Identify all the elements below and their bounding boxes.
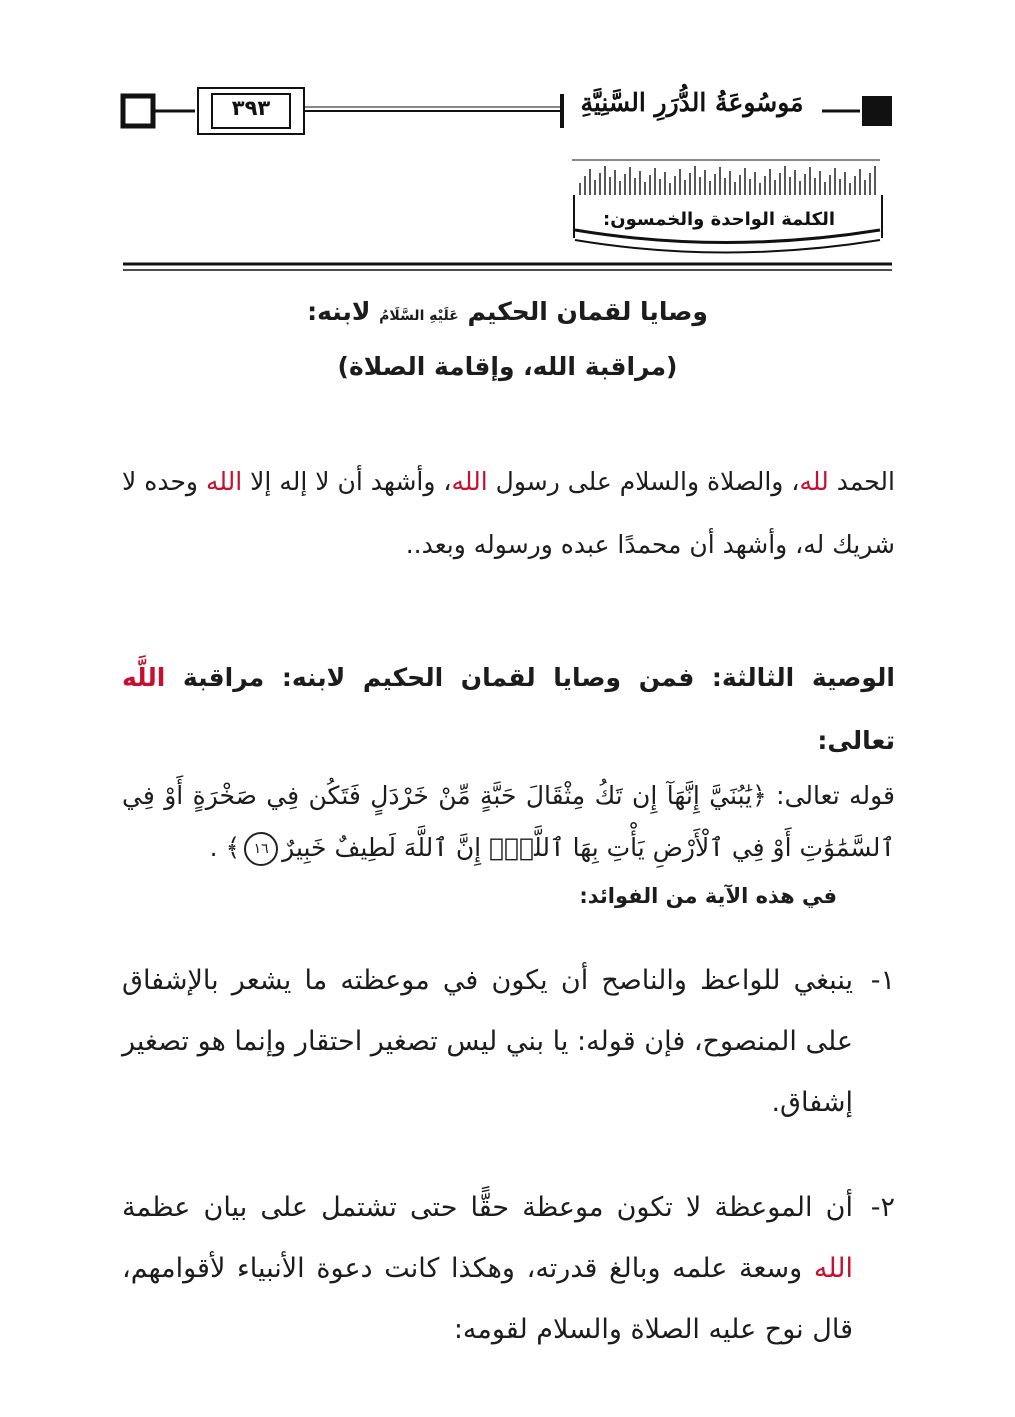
divine-name: الله — [205, 467, 243, 496]
verse-bracket-close: ﴾ — [225, 833, 241, 862]
list-item-text: ينبغي للواعظ والناصح أن يكون في موعظته ما يشعر بالإشفاق على المنصوح، فإن قوله: يا بني ليس تصغير احتقار وإنما هو تصغير إشفاق. — [122, 965, 853, 1118]
left-square-ornament — [123, 96, 153, 126]
intro-text: وحده لا شريك له، وأشهد أن محمدًا عبده ورسوله وبعد.. — [122, 467, 895, 559]
honorific: عَلَيْهِ السَّلَامُ — [379, 308, 459, 324]
title-line-1 — [120, 293, 895, 335]
header-ornament — [0, 0, 1015, 280]
benefits-heading: في هذه الآية من الفوائد: — [579, 884, 837, 908]
list-item-number: ١- — [870, 965, 895, 996]
divine-name: الله — [813, 1253, 853, 1284]
list-item-text — [122, 1177, 895, 1360]
intro-paragraph — [122, 450, 895, 576]
title-line-2: (مراقبة الله، وإقامة الصلاة) — [337, 352, 678, 381]
page-number: ٣٩٣ — [231, 96, 271, 120]
intro-text: ، وأشهد أن لا إله إلا — [242, 467, 452, 496]
series-title-logo: مَوسُوعَةُ الدُّرَرِ السَّنِيَّةِ — [580, 88, 804, 117]
advice-label: الوصية الثالثة — [721, 663, 895, 692]
divine-name: اللَّه — [122, 663, 166, 692]
ayah-number-marker: ١٦ — [244, 832, 278, 866]
right-square-ornament — [862, 96, 892, 126]
verse-paragraph — [122, 770, 895, 874]
item-text: أن الموعظة لا تكون موعظة حقًّا حتى تشتمل على بيان عظمة — [122, 1192, 853, 1223]
verse-bracket-open: ﴿ — [752, 781, 767, 810]
title-text-end: لابنه: — [307, 297, 371, 326]
third-advice-paragraph — [122, 646, 895, 772]
list-item — [122, 1177, 895, 1360]
verse-end: . — [209, 833, 226, 862]
chapter-label: الكلمة الواحدة والخمسون: — [603, 209, 835, 230]
divine-name: الله — [451, 467, 488, 496]
item-text: وسعة علمه وبالغ قدرته، وهكذا كانت دعوة الأنبياء لأقوامهم، قال نوح عليه الصلاة والسلام لقومه: — [122, 1253, 853, 1345]
advice-text: تعالى: — [817, 726, 895, 755]
intro-text: ، والصلاة والسلام على رسول — [487, 467, 800, 496]
list-item-number: ٢- — [870, 1192, 895, 1223]
quran-verse: يَٰبُنَيَّ إِنَّهَآ إِن تَكُ مِثْقَالَ حَبَّةٍ مِّنْ خَرْدَلٍ فَتَكُن فِي صَخْرَةٍ أَوْ فِي ٱلسَّمَٰوَٰتِ أَوْ فِي ٱلْأَرْضِ يَأْتِ بِهَا ٱللَّهُۚ إِنَّ ٱللَّهَ لَطِيفٌ خَبِيرٌ — [122, 781, 895, 862]
list-item — [122, 950, 895, 1133]
title-text: وصايا لقمان الحكيم — [467, 297, 708, 326]
verse-intro: قوله تعالى: — [766, 781, 895, 810]
advice-text: : فمن وصايا لقمان الحكيم لابنه: مراقبة — [165, 663, 722, 692]
intro-text: الحمد — [828, 467, 895, 496]
divine-name: لله — [799, 467, 829, 496]
